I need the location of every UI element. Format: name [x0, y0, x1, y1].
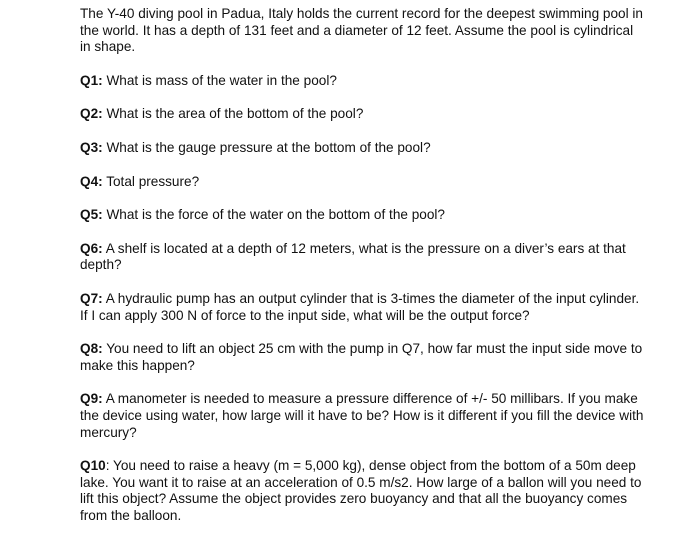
question-number: Q6:: [80, 240, 103, 256]
question-text: What is the gauge pressure at the bottom of the pool?: [102, 139, 431, 155]
question-number: Q5:: [80, 207, 103, 223]
question-text: What is mass of the water in the pool?: [102, 72, 337, 88]
question-3: [80, 140, 645, 157]
question-8: [80, 341, 645, 374]
question-10: [80, 458, 645, 524]
question-text: You need to lift an object 25 cm with the pump in Q7, how far must the input side move to make this happen?: [80, 341, 643, 373]
question-5: [80, 207, 645, 224]
question-9: [80, 391, 645, 441]
question-number: Q1:: [80, 72, 103, 88]
question-7: [80, 291, 645, 324]
question-number: Q2:: [80, 106, 103, 122]
question-number: Q9:: [80, 391, 103, 407]
question-4: [80, 174, 645, 191]
question-1: [80, 73, 645, 90]
question-2: [80, 106, 645, 123]
question-number: Q7:: [80, 290, 103, 306]
question-text: Total pressure?: [102, 173, 200, 189]
question-text: A manometer is needed to measure a pressure difference of +/- 50 millibars. If you make the device using water, how large will it have to be? How is it different if you fill the device with mercury?: [80, 391, 644, 440]
question-text: A shelf is located at a depth of 12 meters, what is the pressure on a diver’s ears at that depth?: [80, 240, 626, 273]
question-number: Q4:: [80, 173, 103, 189]
question-number: Q3:: [80, 139, 103, 155]
question-text: A hydraulic pump has an output cylinder that is 3-times the diameter of the input cylinder. If I can apply 300 N of force to the input side, what will be the output force?: [80, 290, 640, 323]
document-body: [80, 6, 645, 524]
question-text: What is the force of the water on the bottom of the pool?: [102, 207, 445, 223]
question-number: Q8:: [80, 341, 103, 357]
intro-paragraph: The Y-40 diving pool in Padua, Italy holds the current record for the deepest swimming pool in the world. It has a depth of 131 feet and a diameter of 12 feet. Assume the pool is cylindrical in shape.: [80, 6, 643, 55]
question-text: What is the area of the bottom of the pool?: [102, 106, 364, 122]
question-text: : You need to raise a heavy (m = 5,000 kg), dense object from the bottom of a 50m deep lake. You want it to raise at an acceleration of 0.5 m/s2. How large of a ballon will you need to lift this object? Assume the object provides zero buoyancy and that all the buoyancy comes from the balloon.: [80, 458, 642, 523]
question-number: Q10: [80, 458, 106, 474]
question-6: [80, 241, 645, 274]
